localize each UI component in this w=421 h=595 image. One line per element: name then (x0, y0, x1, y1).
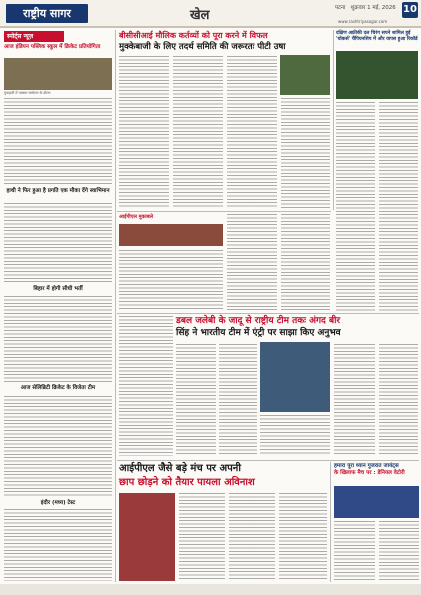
sidebar-headline-1: आज इंडियन पब्लिक स्कूल में क्रिकेट प्रतियोगिता (4, 44, 101, 50)
mid-col-text-a (227, 214, 277, 310)
bottom-right-text-1 (334, 521, 375, 581)
top-headline-line-2: मुक्केबाजी के लिए तदर्थ समिति की जरूरतः पीटी उषा (119, 42, 286, 52)
middle-left-text (119, 316, 173, 456)
photo-caption: गुवाहाटी में पत्रकार सम्मेलन के दौरान (4, 91, 51, 95)
sidebar-headline-2: हाथी ने फिर हुआ है प्रगति एक मौका देंगे स्वाभिमान (6, 188, 110, 194)
page-footer (0, 584, 421, 595)
newspaper-logo: राष्ट्रीय सागर (6, 4, 88, 23)
bottom-right-divider (330, 462, 331, 582)
section-rule-3 (117, 460, 419, 461)
top-headline-line-1: बीसीसीआई मौलिक कर्तव्यों को पूरा करने में विफल (119, 31, 268, 40)
sidebar-headline-4: आज सेलिब्रिटी क्रिकेट के विजेता टीम (20, 385, 96, 391)
top-story-col-2 (173, 56, 223, 209)
bottom-photo (119, 493, 175, 581)
website-url: www.rashtriyasagar.com (338, 19, 388, 24)
right-top-headline: दक्षिण अफ्रीकी दल चिरंग सपने शामिल हुई 'चोकर्स' चैंपियनशिप में और वापस हुआ रिकॉर्ड (336, 31, 418, 42)
sidebar-headline-3: बिहार में होगी सीधी भर्ती (33, 286, 83, 292)
mid-box-headline: आईपीएल मुकाबले (119, 214, 153, 220)
middle-headline-line-2: सिंह ने भारतीय टीम में एंट्री पर साझा किए अनुभव (176, 328, 341, 338)
sidebar-text-4 (4, 396, 112, 496)
middle-text-2 (219, 344, 257, 456)
top-photo (280, 55, 330, 95)
sidebar-text-3 (4, 296, 112, 382)
top-story-col-1 (119, 56, 169, 209)
sidebar-photo (4, 58, 112, 90)
bottom-text-2 (229, 493, 275, 581)
mid-box-photo (119, 224, 223, 246)
sidebar-text-1 (4, 98, 112, 186)
section-rule-2 (117, 313, 419, 314)
mid-col-text-b (281, 214, 330, 310)
middle-text-3 (260, 415, 330, 456)
right-divider (333, 30, 334, 210)
bottom-headline-line-1: आईपीएल जैसे बड़े मंच पर अपनी (119, 463, 241, 474)
right-top-text-1 (336, 102, 375, 312)
edition-info: पटना शुक्रवार 1 मई, 2026 (335, 5, 396, 11)
sidebar-text-5 (4, 509, 112, 581)
top-story-col-4 (281, 98, 330, 209)
middle-headline-line-1: डबल जलेबी के जादू से राष्ट्रीय टीम तकः अंगद बीर (176, 316, 341, 326)
bottom-right-headline-1: हमारा पूरा ध्यान गुजरात जायंट्स (334, 463, 399, 469)
top-story-col-3 (227, 56, 277, 209)
middle-text-1 (176, 344, 216, 456)
column-divider (115, 30, 116, 582)
section-title: खेल (190, 8, 210, 23)
sidebar-text-2 (4, 203, 112, 283)
bottom-headline-line-2: छाप छोड़ने को तैयार पायला अविनाश (119, 477, 255, 488)
section-rule-1 (117, 211, 331, 212)
middle-text-5 (379, 344, 418, 456)
middle-photo (260, 342, 330, 412)
sidebar-label: स्पोर्ट्स न्यूज़ (4, 31, 64, 42)
page-number: 10 (402, 2, 418, 18)
bottom-right-headline-2: के खिलाफ मैच पर : डेनियल वेटोरी (334, 470, 405, 476)
middle-text-4 (334, 344, 375, 456)
right-top-photo (336, 51, 418, 99)
bottom-text-1 (179, 493, 225, 581)
mid-box-text (119, 250, 223, 310)
bottom-right-text-2 (379, 521, 419, 581)
bottom-text-3 (279, 493, 327, 581)
right-top-text-2 (379, 102, 418, 312)
bottom-right-photo (334, 486, 419, 518)
sidebar-subhead: इंदौर (मध्य) टेस्ट (40, 500, 76, 506)
